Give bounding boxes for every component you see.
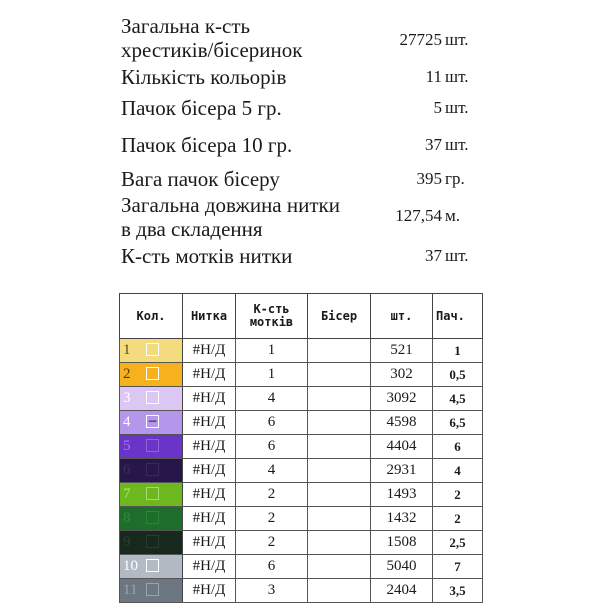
thread-cell: #Н/Д — [183, 579, 236, 603]
color-swatch — [120, 387, 183, 411]
packs-cell: 6,5 — [433, 411, 483, 435]
color-number: 6 — [123, 462, 131, 478]
header-skeins — [236, 294, 308, 339]
color-number: 3 — [123, 390, 131, 406]
summary-total-label-line2: хрестиків/бісеринок — [121, 38, 303, 62]
table-row — [120, 555, 483, 579]
beads-cell — [308, 411, 371, 435]
thread-cell: #Н/Д — [183, 363, 236, 387]
skeins-cell: 4 — [236, 459, 308, 483]
skeins-cell: 4 — [236, 387, 308, 411]
color-swatch — [120, 555, 183, 579]
header-color: Кол. — [120, 294, 183, 339]
table-row — [120, 579, 483, 603]
count-cell: 4598 — [371, 411, 433, 435]
packs-cell: 2 — [433, 507, 483, 531]
count-cell: 3092 — [371, 387, 433, 411]
packs-cell: 2 — [433, 483, 483, 507]
summary-colors-label: Кількість кольорів — [121, 65, 287, 89]
summary-thread-value: 127,54 — [395, 206, 442, 225]
summary-packs10 — [0, 134, 600, 164]
color-swatch — [120, 435, 183, 459]
packs-cell: 3,5 — [433, 579, 483, 603]
table-row — [120, 483, 483, 507]
summary-skeins-unit: шт. — [445, 246, 469, 265]
color-number: 7 — [123, 486, 131, 502]
thread-cell: #Н/Д — [183, 459, 236, 483]
beads-cell — [308, 435, 371, 459]
summary-total-unit: шт. — [445, 30, 469, 49]
count-cell: 1432 — [371, 507, 433, 531]
skeins-cell: 6 — [236, 435, 308, 459]
count-cell: 1493 — [371, 483, 433, 507]
summary-skeins-label: К-сть мотків нитки — [121, 244, 293, 268]
summary-thread-label-line1: Загальна довжина нитки — [121, 193, 340, 217]
summary-total-value: 27725 — [399, 30, 442, 49]
table-row — [120, 435, 483, 459]
skeins-cell: 1 — [236, 363, 308, 387]
beads-cell — [308, 339, 371, 363]
symbol-box: − — [147, 414, 158, 428]
thread-cell: #Н/Д — [183, 387, 236, 411]
summary-skeins — [0, 245, 600, 275]
header-beads: Бісер — [308, 294, 371, 339]
color-number: 5 — [123, 438, 131, 454]
table-row — [120, 531, 483, 555]
thread-cell: #Н/Д — [183, 555, 236, 579]
summary-packs5-unit: шт. — [445, 98, 469, 117]
thread-cell: #Н/Д — [183, 531, 236, 555]
summary-thread — [0, 194, 600, 242]
color-swatch — [120, 411, 183, 435]
summary-packs5-value: 5 — [433, 98, 442, 117]
colors-table — [119, 293, 483, 603]
color-number: 10 — [123, 558, 138, 574]
table-row — [120, 507, 483, 531]
packs-cell: 4 — [433, 459, 483, 483]
summary-packs10-value: 37 — [425, 135, 442, 154]
color-swatch — [120, 459, 183, 483]
thread-cell: #Н/Д — [183, 507, 236, 531]
table-row — [120, 363, 483, 387]
summary-weight-value: 395 — [416, 169, 442, 188]
skeins-cell: 2 — [236, 483, 308, 507]
summary-skeins-value: 37 — [425, 246, 442, 265]
count-cell: 2404 — [371, 579, 433, 603]
summary-packs10-label: Пачок бісера 10 гр. — [121, 133, 293, 157]
count-cell: 521 — [371, 339, 433, 363]
color-swatch — [120, 483, 183, 507]
beads-cell — [308, 579, 371, 603]
skeins-cell: 3 — [236, 579, 308, 603]
packs-cell: 4,5 — [433, 387, 483, 411]
table-row — [120, 339, 483, 363]
count-cell: 302 — [371, 363, 433, 387]
summary-thread-unit: м. — [445, 206, 461, 225]
color-number: 8 — [123, 510, 131, 526]
summary-total — [0, 15, 600, 63]
beads-cell — [308, 507, 371, 531]
header-packs: Пач. — [433, 294, 483, 339]
count-cell: 4404 — [371, 435, 433, 459]
header-count: шт. — [371, 294, 433, 339]
table-header-row — [120, 294, 483, 339]
symbol-box — [146, 367, 159, 380]
summary-colors-value: 11 — [425, 67, 442, 86]
thread-cell: #Н/Д — [183, 483, 236, 507]
beads-cell — [308, 531, 371, 555]
thread-cell: #Н/Д — [183, 435, 236, 459]
header-skeins-line1: К-сть — [253, 302, 290, 316]
thread-cell: #Н/Д — [183, 339, 236, 363]
skeins-cell: 6 — [236, 411, 308, 435]
beads-cell — [308, 459, 371, 483]
symbol-box — [146, 391, 159, 404]
packs-cell: 6 — [433, 435, 483, 459]
symbol-box — [146, 511, 159, 524]
color-number: 9 — [123, 534, 131, 550]
packs-cell: 0,5 — [433, 363, 483, 387]
color-swatch — [120, 507, 183, 531]
symbol-box: / — [146, 535, 159, 548]
symbol-box — [146, 343, 159, 356]
beads-cell — [308, 363, 371, 387]
skeins-cell: 2 — [236, 507, 308, 531]
header-skeins-line2: мотків — [249, 315, 294, 329]
color-swatch — [120, 531, 183, 555]
symbol-box — [146, 487, 159, 500]
summary-colors — [0, 66, 600, 96]
skeins-cell: 2 — [236, 531, 308, 555]
count-cell: 2931 — [371, 459, 433, 483]
packs-cell: 7 — [433, 555, 483, 579]
skeins-cell: 6 — [236, 555, 308, 579]
summary-weight-unit: гр. — [445, 169, 465, 188]
table-row — [120, 459, 483, 483]
packs-cell: 1 — [433, 339, 483, 363]
color-number: 2 — [123, 366, 131, 382]
header-thread: Нитка — [183, 294, 236, 339]
count-cell: 5040 — [371, 555, 433, 579]
color-number: 4 — [123, 414, 131, 430]
summary-packs5 — [0, 97, 600, 127]
beads-cell — [308, 555, 371, 579]
beads-cell — [308, 483, 371, 507]
color-swatch — [120, 363, 183, 387]
skeins-cell: 1 — [236, 339, 308, 363]
summary-colors-unit: шт. — [445, 67, 469, 86]
summary-packs5-label: Пачок бісера 5 гр. — [121, 96, 282, 120]
symbol-box — [146, 559, 159, 572]
summary-total-label-line1: Загальна к-сть — [121, 14, 251, 38]
color-swatch — [120, 579, 183, 603]
summary-packs10-unit: шт. — [445, 135, 469, 154]
summary-thread-label-line2: в два складення — [121, 217, 263, 241]
symbol-box — [146, 439, 159, 452]
table-row — [120, 387, 483, 411]
color-number: 11 — [123, 582, 138, 598]
summary-weight-label: Вага пачок бісеру — [121, 167, 280, 191]
packs-cell: 2,5 — [433, 531, 483, 555]
table-row — [120, 411, 483, 435]
count-cell: 1508 — [371, 531, 433, 555]
symbol-box — [146, 463, 159, 476]
symbol-box — [146, 583, 159, 596]
beads-cell — [308, 387, 371, 411]
color-swatch — [120, 339, 183, 363]
thread-cell: #Н/Д — [183, 411, 236, 435]
color-number: 1 — [123, 342, 131, 358]
